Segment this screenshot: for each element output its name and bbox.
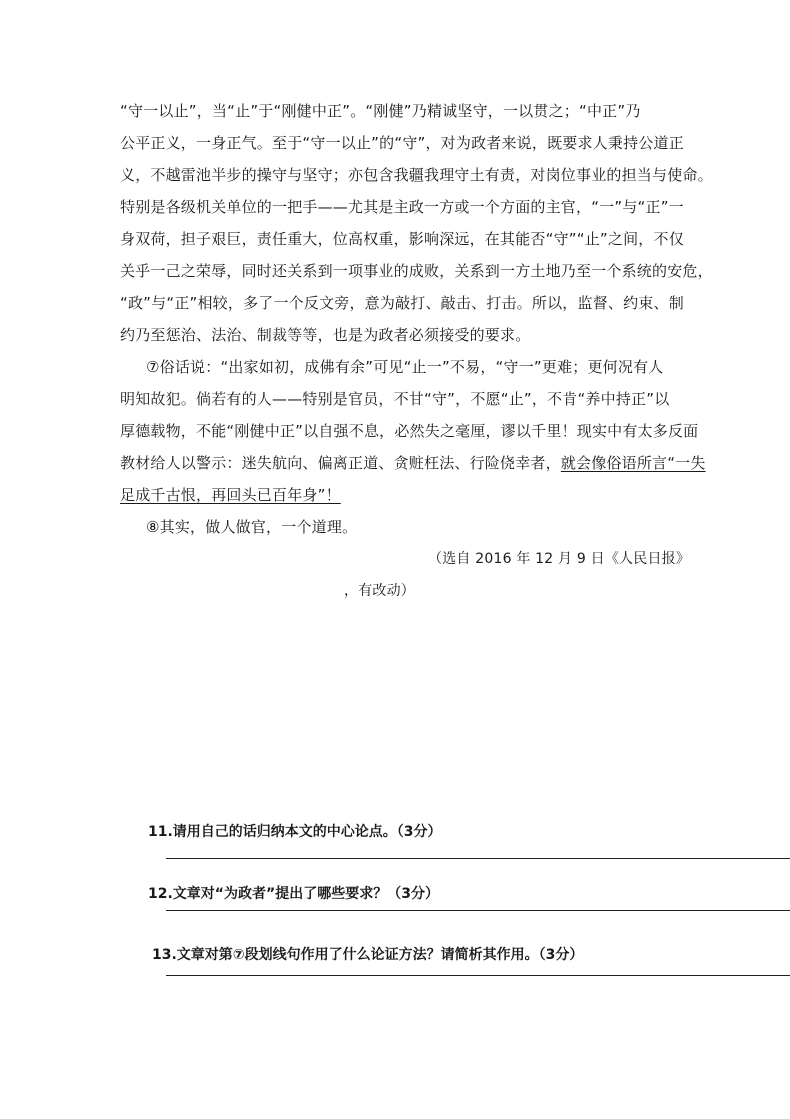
- source-note: ，有改动）: [344, 583, 415, 599]
- paragraph-7-line-4: [120, 453, 706, 473]
- paragraph-7-line-2: 明知故犯。倘若有的人——特别是官员，不甘“守”，不愿“止”，不肯“养中持正”以: [120, 390, 670, 408]
- paragraph-7-line-1: ⑦俗话说：“出家如初，成佛有余”可见“止一”不易，“守一”更难；更何况有人: [146, 358, 664, 376]
- paragraph-7-line-5: [120, 485, 341, 505]
- article-line-2: 公平正义，一身正气。至于“守一以止”的“守”，对为政者来说，既要求人秉持公道正: [120, 134, 684, 152]
- answer-line-11[interactable]: [166, 858, 790, 859]
- article-line-1: “守一以止”，当“止”于“刚健中正”。“刚健”乃精诚坚守，一以贯之；“中正”乃: [120, 102, 641, 120]
- paragraph-7-line-3: 厚德载物，不能“刚健中正”以自强不息，必然失之毫厘，谬以千里！现实中有太多反面: [120, 422, 699, 440]
- underlined-sentence-part-2: 足成千古恨，再回头已百年身”！: [120, 486, 341, 504]
- answer-line-12[interactable]: [166, 910, 790, 911]
- question-11: 11.请用自己的话归纳本文的中心论点。（3分）: [148, 824, 442, 840]
- question-12: 12.文章对“为政者”提出了哪些要求？（3分）: [148, 886, 439, 902]
- underlined-sentence-part-1: 就会像俗语所言“一失: [560, 454, 706, 472]
- answer-line-13[interactable]: [166, 975, 790, 976]
- source-citation: （选自 2016 年 12 月 9 日《人民日报》: [428, 551, 691, 567]
- article-line-6: 关乎一己之荣辱，同时还关系到一项事业的成败，关系到一方土地乃至一个系统的安危，: [120, 262, 713, 280]
- article-line-3: 义，不越雷池半步的操守与坚守；亦包含我疆我理守土有责，对岗位事业的担当与使命。: [120, 166, 713, 184]
- article-line-4: 特别是各级机关单位的一把手——尤其是主政一方或一个方面的主官，“一”与“正”一: [120, 198, 684, 216]
- question-13: 13.文章对第⑦段划线句作用了什么论证方法？请简析其作用。（3分）: [152, 947, 584, 963]
- paragraph-8: ⑧其实，做人做官，一个道理。: [146, 518, 358, 536]
- paragraph-7-plain-text: 教材给人以警示：迷失航向、偏离正道、贪赃枉法、行险侥幸者，: [120, 454, 561, 472]
- article-line-8: 约乃至惩治、法治、制裁等等，也是为政者必须接受的要求。: [120, 326, 531, 344]
- article-line-5: 身双荷，担子艰巨，责任重大，位高权重，影响深远，在其能否“守”“止”之间，不仅: [120, 230, 684, 248]
- article-line-7: “政”与“正”相较，多了一个反文旁，意为敲打、敲击、打击。所以，监督、约束、制: [120, 294, 684, 312]
